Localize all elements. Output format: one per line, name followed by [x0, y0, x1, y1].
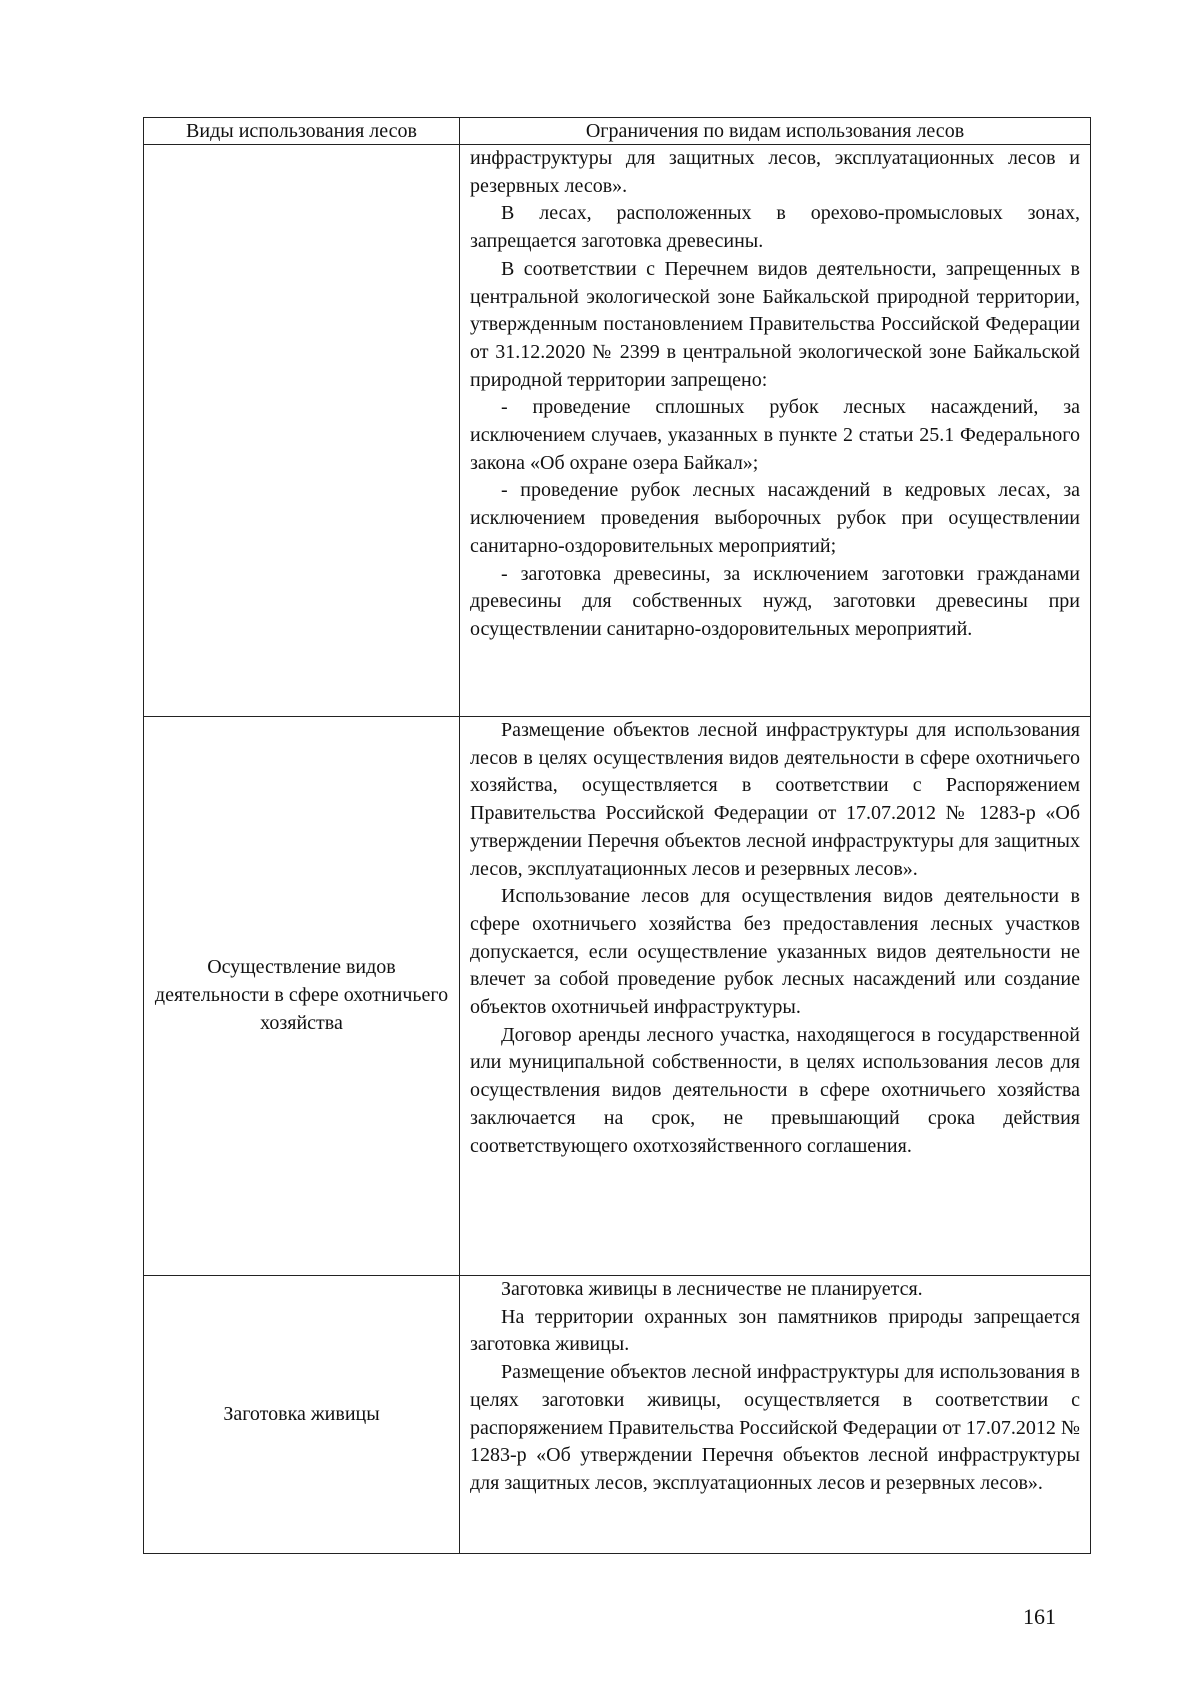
forest-use-type-cell: Заготовка живицы	[144, 1276, 460, 1554]
table-row	[144, 717, 1091, 1276]
table-row	[144, 1276, 1091, 1554]
restriction-paragraph: Размещение объектов лесной инфраструктуры для использования в целях заготовки живицы, осуществляется в соответствии с распоряжением Правительства Российской Федерации от 17.07.2012 № 1283-р «Об утверждении Перечня объектов лесной инфраструктуры для защитных лесов, эксплуатационных лесов и резервных лесов».	[470, 1361, 1080, 1494]
column-header-forest-use-types: Виды использования лесов	[144, 118, 460, 145]
restrictions-cell	[460, 1276, 1091, 1554]
restriction-paragraph: Договор аренды лесного участка, находящегося в государственной или муниципальной собственности, в целях использования лесов для осуществления видов деятельности в сфере охотничьего хозяйства заключается на срок, не превышающий срока действия соответствующего охотхозяйственного соглашения.	[470, 1023, 1080, 1157]
forest-use-type-cell: Осуществление видов деятельности в сфере охотничьего хозяйства	[144, 717, 460, 1276]
restriction-paragraph: Заготовка живицы в лесничестве не планируется.	[501, 1278, 923, 1300]
restriction-paragraph: Использование лесов для осуществления видов деятельности в сфере охотничьего хозяйства без предоставления лесных участков допускается, если осуществление указанных видов деятельности не влечет за собой проведение рубок лесных насаждений или создание объектов охотничьей инфраструктуры.	[470, 885, 1080, 1019]
restriction-paragraph: - проведение сплошных рубок лесных насаждений, за исключением случаев, указанных в пункте 2 статьи 25.1 Федерального закона «Об охране озера Байкал»;	[470, 396, 1080, 474]
restriction-paragraph: В соответствии с Перечнем видов деятельности, запрещенных в центральной экологической зоне Байкальской природной территории, утвержденным постановлением Правительства Российской Федерации от 31.12.2020 № 2399 в центральной экологической зоне Байкальской природной территории запрещено:	[470, 257, 1080, 391]
restriction-paragraph: инфраструктуры для защитных лесов, эксплуатационных лесов и резервных лесов».	[470, 147, 1080, 197]
restrictions-cell	[460, 717, 1091, 1276]
restriction-paragraph: На территории охранных зон памятников природы запрещается заготовка живицы.	[470, 1305, 1080, 1356]
table-header-row	[144, 118, 1091, 145]
restriction-paragraph: - проведение рубок лесных насаждений в кедровых лесах, за исключением проведения выборочных рубок при осуществлении санитарно-оздоровительных мероприятий;	[470, 479, 1080, 557]
table-row	[144, 145, 1091, 717]
forest-use-restrictions-table	[143, 117, 1091, 1554]
column-header-restrictions: Ограничения по видам использования лесов	[460, 118, 1091, 145]
restriction-paragraph: В лесах, расположенных в орехово-промысловых зонах, запрещается заготовка древесины.	[470, 202, 1080, 253]
restriction-paragraph: - заготовка древесины, за исключением заготовки гражданами древесины для собственных нужд, заготовки древесины при осуществлении санитарно-оздоровительных мероприятий.	[470, 562, 1080, 640]
restrictions-cell	[460, 145, 1091, 717]
page-number: 161	[1023, 1604, 1056, 1629]
restriction-paragraph: Размещение объектов лесной инфраструктуры для использования лесов в целях осуществления видов деятельности в сфере охотничьего хозяйства, осуществляется в соответствии с Распоряжением Правительства Российской Федерации от 17.07.2012 № 1283-р «Об утверждении Перечня объектов лесной инфраструктуры для защитных лесов, эксплуатационных лесов и резервных лесов».	[470, 719, 1080, 880]
forest-use-type-cell	[144, 145, 460, 717]
